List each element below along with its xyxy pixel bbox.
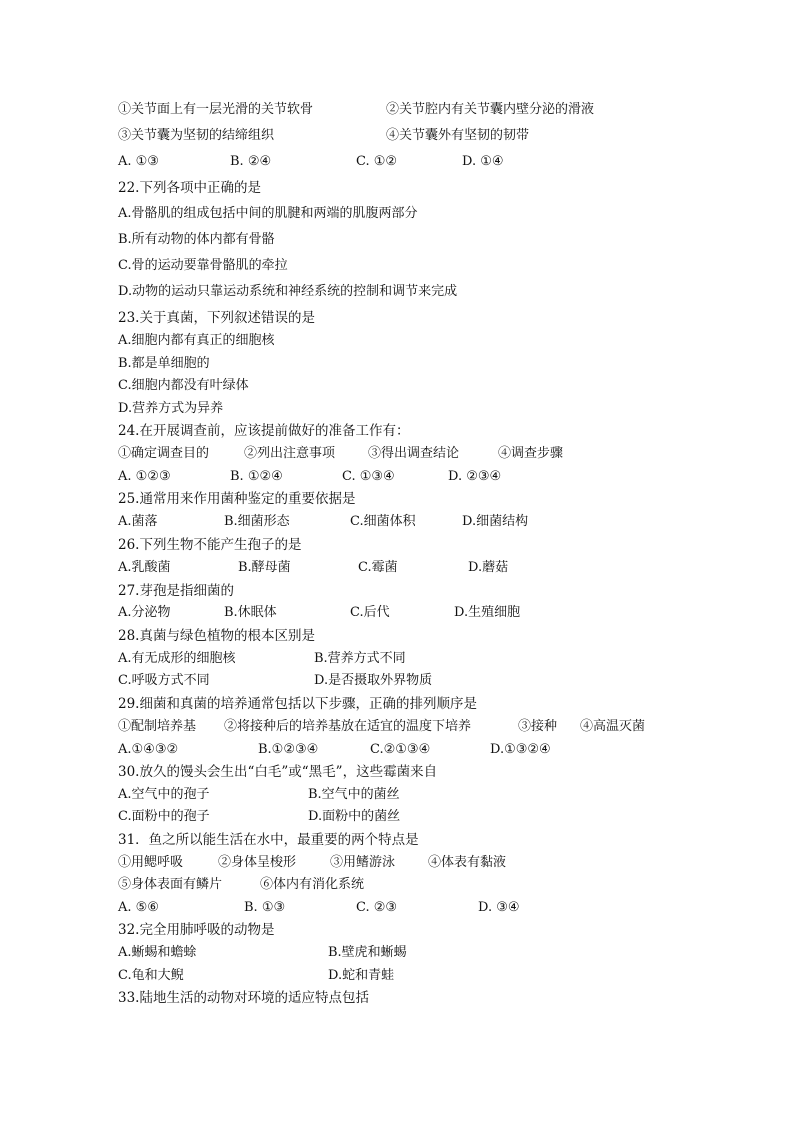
text-cell: ②关节腔内有关节囊内壁分泌的滑液 (386, 102, 595, 117)
question-33 (118, 990, 369, 1006)
question-27 (118, 583, 234, 599)
answer-options (118, 605, 521, 621)
text-line (118, 446, 564, 462)
option-d: D.蘑菇 (468, 560, 509, 575)
text-cell: ①确定调查目的 (118, 446, 210, 461)
option-c: C.面粉中的孢子 (118, 809, 210, 824)
question-32 (118, 922, 275, 938)
option-b: B.壁虎和蜥蜴 (328, 945, 407, 960)
option-b: B. ②④ (230, 154, 272, 169)
answer-options (118, 968, 395, 984)
text-line (118, 719, 646, 735)
text-line (118, 877, 365, 893)
text-cell: ④关节囊外有坚韧的韧带 (386, 128, 530, 143)
question-25 (118, 491, 356, 507)
question-text: 24.在开展调查前，应该提前做好的准备工作有： (118, 423, 410, 439)
question-31 (118, 832, 419, 848)
question-text: 22.下列各项中正确的是 (118, 180, 261, 196)
text-line (118, 333, 275, 349)
option-a: A.蜥蜴和蟾蜍 (118, 945, 197, 960)
option-c: C.呼吸方式不同 (118, 673, 210, 688)
answer-options (118, 560, 509, 576)
option-b: B.所有动物的体内都有骨骼 (118, 232, 275, 247)
question-text: 29.细菌和真菌的培养通常包括以下步骤，正确的排列顺序是 (118, 696, 477, 712)
option-d: D.营养方式为异养 (118, 401, 224, 416)
answer-options (118, 673, 433, 689)
answer-options (118, 514, 529, 530)
option-a: A.分泌物 (118, 605, 171, 620)
text-cell: ④调查步骤 (498, 446, 564, 461)
option-d: D. ①④ (462, 154, 504, 169)
text-cell: ③得出调查结论 (368, 446, 460, 461)
question-23 (118, 310, 315, 326)
option-d: D. ③④ (478, 900, 520, 915)
text-cell: ⑤身体表面有鳞片 (118, 877, 223, 892)
text-cell: ⑥体内有消化系统 (260, 877, 365, 892)
question-text: 30.放久的馒头会生出“白毛”或“黑毛”，这些霉菌来自 (118, 764, 438, 780)
option-b: B.细菌形态 (224, 514, 290, 529)
option-a: A.有无成形的细胞核 (118, 651, 236, 666)
question-text: 25.通常用来作用菌种鉴定的重要依据是 (118, 491, 356, 507)
answer-options (118, 945, 407, 961)
question-text: 31．鱼之所以能生活在水中，最重要的两个特点是 (118, 832, 419, 848)
option-c: C. ①② (356, 154, 398, 169)
question-24 (118, 423, 410, 439)
option-b: B.①②③④ (258, 742, 319, 757)
option-a: A. ①②③ (118, 469, 171, 484)
answer-options (118, 742, 551, 758)
option-c: C. ①③④ (342, 469, 395, 484)
option-c: C.后代 (350, 605, 390, 620)
option-a: A.菌落 (118, 514, 158, 529)
option-d: D.面粉中的菌丝 (308, 809, 401, 824)
option-a: A.乳酸菌 (118, 560, 171, 575)
option-b: B.空气中的菌丝 (308, 787, 400, 802)
option-d: D.动物的运动只靠运动系统和神经系统的控制和调节来完成 (118, 284, 458, 299)
answer-options (118, 900, 520, 916)
option-c: C.细胞内都没有叶绿体 (118, 378, 249, 393)
question-29 (118, 696, 477, 712)
question-26 (118, 537, 302, 553)
answer-options (118, 787, 400, 803)
text-line (118, 128, 530, 144)
option-c: C.龟和大鲵 (118, 968, 184, 983)
option-b: B. ①②④ (230, 469, 283, 484)
option-b: B.都是单细胞的 (118, 356, 210, 371)
text-cell: ②列出注意事项 (244, 446, 336, 461)
text-line (118, 855, 507, 871)
question-text: 28.真菌与绿色植物的根本区别是 (118, 628, 315, 644)
option-b: B. ①③ (244, 900, 286, 915)
text-line (118, 102, 595, 118)
option-b: B.休眠体 (224, 605, 277, 620)
question-28 (118, 628, 315, 644)
option-d: D.①③②④ (490, 742, 551, 757)
option-a: A.①④③② (118, 742, 179, 757)
option-c: C. ②③ (356, 900, 398, 915)
answer-options (118, 809, 401, 825)
text-cell: ②身体呈梭形 (218, 855, 297, 870)
option-c: C.霉菌 (358, 560, 398, 575)
option-c: C.②①③④ (370, 742, 431, 757)
question-text: 27.芽孢是指细菌的 (118, 583, 234, 599)
option-c: C.细菌体积 (350, 514, 416, 529)
text-line (118, 378, 249, 394)
text-cell: ①配制培养基 (118, 719, 197, 734)
text-cell: ③关节囊为坚韧的结缔组织 (118, 128, 275, 143)
option-d: D.蛇和青蛙 (328, 968, 395, 983)
option-a: A. ⑤⑥ (118, 900, 159, 915)
question-22 (118, 180, 261, 196)
option-a: A.空气中的孢子 (118, 787, 210, 802)
question-text: 33.陆地生活的动物对环境的适应特点包括 (118, 990, 369, 1006)
option-d: D.细菌结构 (462, 514, 529, 529)
text-line (118, 232, 275, 248)
option-d: D.是否摄取外界物质 (314, 673, 433, 688)
text-cell: ①关节面上有一层光滑的关节软骨 (118, 102, 314, 117)
text-line (118, 401, 224, 417)
text-line (118, 206, 418, 222)
text-cell: ③接种 (518, 719, 558, 734)
question-30 (118, 764, 438, 780)
option-d: D.生殖细胞 (454, 605, 521, 620)
option-a: A. ①③ (118, 154, 159, 169)
option-d: D. ②③④ (448, 469, 502, 484)
option-c: C.骨的运动要靠骨骼肌的牵拉 (118, 258, 288, 273)
option-b: B.营养方式不同 (314, 651, 406, 666)
text-cell: ④体表有黏液 (428, 855, 507, 870)
option-a: A.骨骼肌的组成包括中间的肌腱和两端的肌腹两部分 (118, 206, 418, 221)
question-text: 26.下列生物不能产生孢子的是 (118, 537, 302, 553)
text-line (118, 258, 288, 274)
option-a: A.细胞内都有真正的细胞核 (118, 333, 275, 348)
question-text: 23.关于真菌，下列叙述错误的是 (118, 310, 315, 326)
text-cell: ②将接种后的培养基放在适宜的温度下培养 (224, 719, 472, 734)
text-cell: ④高温灭菌 (580, 719, 646, 734)
text-line (118, 284, 458, 300)
text-cell: ③用鳍游泳 (330, 855, 396, 870)
answer-options (118, 154, 504, 170)
option-b: B.酵母菌 (238, 560, 291, 575)
question-text: 32.完全用肺呼吸的动物是 (118, 922, 275, 938)
text-line (118, 356, 210, 372)
answer-options (118, 651, 406, 667)
text-cell: ①用鳃呼吸 (118, 855, 184, 870)
answer-options (118, 469, 502, 485)
